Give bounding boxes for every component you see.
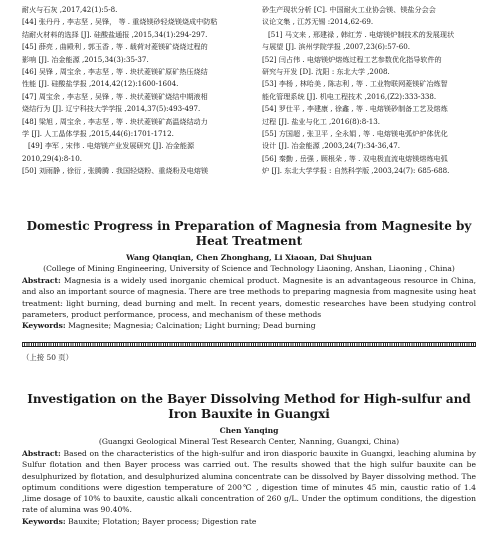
reference-line: [47] 周宝余 , 李志坚 , 吴锋 , 等 . 块状菱镁矿烧结中期液相 [22, 91, 208, 101]
english-abstract-1 [22, 219, 476, 331]
reference-column-left [22, 4, 244, 178]
reference-column-right [262, 4, 476, 178]
keywords-1-label: Keywords: [22, 321, 66, 331]
reference-line: 与展望 [J]. 滨州学院学报 ,2007,23(6):57-60. [262, 42, 410, 52]
reference-line: [51] 马文来 , 邢建禄 , 韩红芳 . 电熔镁炉制技术的发展现状 [268, 29, 455, 39]
abstract-1-keywords [22, 320, 476, 331]
abstract-1-title: Domestic Progress in Preparation of Magnesia from Magnesite by Heat Treatment [26, 219, 472, 248]
reference-line: [45] 薛亮 , 曲殿利 , 郭玉香 , 等 . 载荷对菱镁矿烧烧过程的 [22, 42, 208, 52]
reference-line: 影响 [J]. 冶金能源 ,2015,34(3):35-37. [22, 54, 149, 64]
reference-line: [49] 李军 , 宋伟 . 电熔镁产业发展研究 [J]. 冶金能源 [28, 141, 195, 151]
reference-line: [52] 闫占伟 . 电熔镁炉熔炼过程工艺参数优化指导软件的 [262, 54, 442, 64]
reference-line: 研究与开发 [D]. 沈阳 : 东北大学 ,2008. [262, 67, 390, 77]
abstract-1-body [22, 275, 476, 320]
abstract-1-text: Magnesia is a widely used inorganic chemical product. Magnesite is an advantageous resource in China, and also an important source of magnesia. There are tree methods to preparing magnesia from magnesite using heat treatment: light burning, dead burning and melt. In recent years, domestic researches have been studying control parameters, product performance, process, and mechanism of these methods [22, 276, 476, 319]
abstract-2-title: Investigation on the Bayer Dissolving Method for High-sulfur and Iron Bauxite in Guangxi [27, 392, 471, 421]
reference-line: [55] 方国超 , 张卫平 , 全永娟 , 等 . 电熔镁电弧炉炉体优化 [262, 129, 448, 139]
abstract-1-affiliation: (College of Mining Engineering, University of Science and Technology Liaoning, Anshan, Liaoning , China) [43, 264, 455, 273]
reference-line: 耐火与石灰 ,2017,42(1):5-8. [22, 5, 118, 14]
section-divider [22, 342, 476, 347]
reference-line: 议论文集 , 江苏无锡 :2014,62-69. [262, 17, 374, 27]
reference-line: 砂生产现状分析 [C]. 中国耐火工业协会镁、镁盐分会会 [262, 5, 436, 14]
reference-line: 2010,29(4):8-10. [22, 153, 82, 163]
reference-line: 结耐火材料的选择 [J]. 硅酸盐通报 ,2015,34(1):294-297. [22, 29, 208, 39]
keywords-2-label: Keywords: [22, 516, 66, 526]
reference-line: [50] 刘雨静 , 徐衍 , 张腾腾 . 我国轻烧粉、重烧粉及电熔镁 [22, 166, 209, 176]
reference-line: 过程 [J]. 盐业与化工 ,2016(8):8-13. [262, 116, 380, 126]
reference-line: 烧结行为 [J]. 辽宁科技大学学报 ,2014,37(5):493-497. [22, 104, 201, 114]
reference-line: [53] 李杨 , 林哈美 , 陈志利 , 等 . 工业物联网菱镁矿冶炼智 [262, 79, 448, 89]
keywords-1-text: Magnesite; Magnesia; Calcination; Light burning; Dead burning [68, 321, 316, 331]
reference-line: 学 [J]. 人工晶体学报 ,2015,44(6):1701-1712. [22, 129, 174, 139]
reference-line: [46] 吴锋 , 周宝余 , 李志坚 , 等 . 块状菱镁矿原矿热压烧结 [22, 67, 208, 77]
abstract-2-body [22, 448, 476, 516]
abstract-2-label: Abstract: [22, 449, 61, 458]
abstract-2-keywords [22, 516, 476, 527]
continued-from-note: （上接 50 页） [22, 353, 74, 362]
reference-line: [48] 梁旭 , 周宝余 , 李志坚 , 等 . 块状菱镁矿高温烧结动力 [22, 116, 208, 126]
abstract-1-label: Abstract: [22, 276, 61, 285]
keywords-2-text: Bauxite; Flotation; Bayer process; Digestion rate [68, 516, 257, 526]
abstract-1-authors: Wang Qianqian, Chen Zhonghang, Li Xiaoan, Dai Shujuan [126, 253, 372, 262]
reference-list [0, 4, 496, 194]
abstract-2-text: Based on the characteristics of the high-sulfur and iron diasporic bauxite in Guangxi, leaching alumina by Sulfur flotation and then Bayer process was carried out. The results showed that the high sulfur bauxite can be desulphurized by flotation, and desulphurized alumina concentrate can be dissolved by Bayer dissolving method. The optimum conditions were digestion temperature of 200℃ , digestion time of minutes 45 min, caustic ratio of 1.4 ,lime dosage of 10% to bauxite, caustic alkali concentration of 260 g/L. Under the optimum conditions, the digestion rate of alumina was 90.40%. [22, 449, 476, 515]
reference-line: [54] 罗仕平 , 李建康 , 徐鑫 , 等 . 电熔镁砂制备工艺及熔炼 [262, 104, 448, 114]
reference-line: 设计 [J]. 冶金能源 ,2003,24(7):34-36,47. [262, 141, 400, 151]
english-abstract-2 [22, 392, 476, 527]
reference-line: [56] 秦勤 , 岳强 , 顾根朵 , 等 . 双电极直流电熔镁熔炼电弧 [262, 153, 448, 163]
reference-line: 能化管理系统 [J]. 机电工程技术 ,2016,(Z2):333-338. [262, 91, 437, 101]
reference-line: 炉 [J]. 东北大学学报 : 自然科学版 ,2003,24(7): 685-688. [262, 166, 450, 176]
reference-line: 性能 [J]. 硅酸盐学报 ,2014,42(12):1600-1604. [22, 79, 179, 89]
abstract-2-authors: Chen Yanqing [219, 426, 279, 435]
abstract-2-affiliation: (Guangxi Geological Mineral Test Research Center, Nanning, Guangxi, China) [98, 437, 400, 446]
reference-line: [44] 张丹丹 , 李志坚 , 吴锋， 等 . 重烧镁砂轻烧镁烧成中防粘 [22, 17, 218, 27]
